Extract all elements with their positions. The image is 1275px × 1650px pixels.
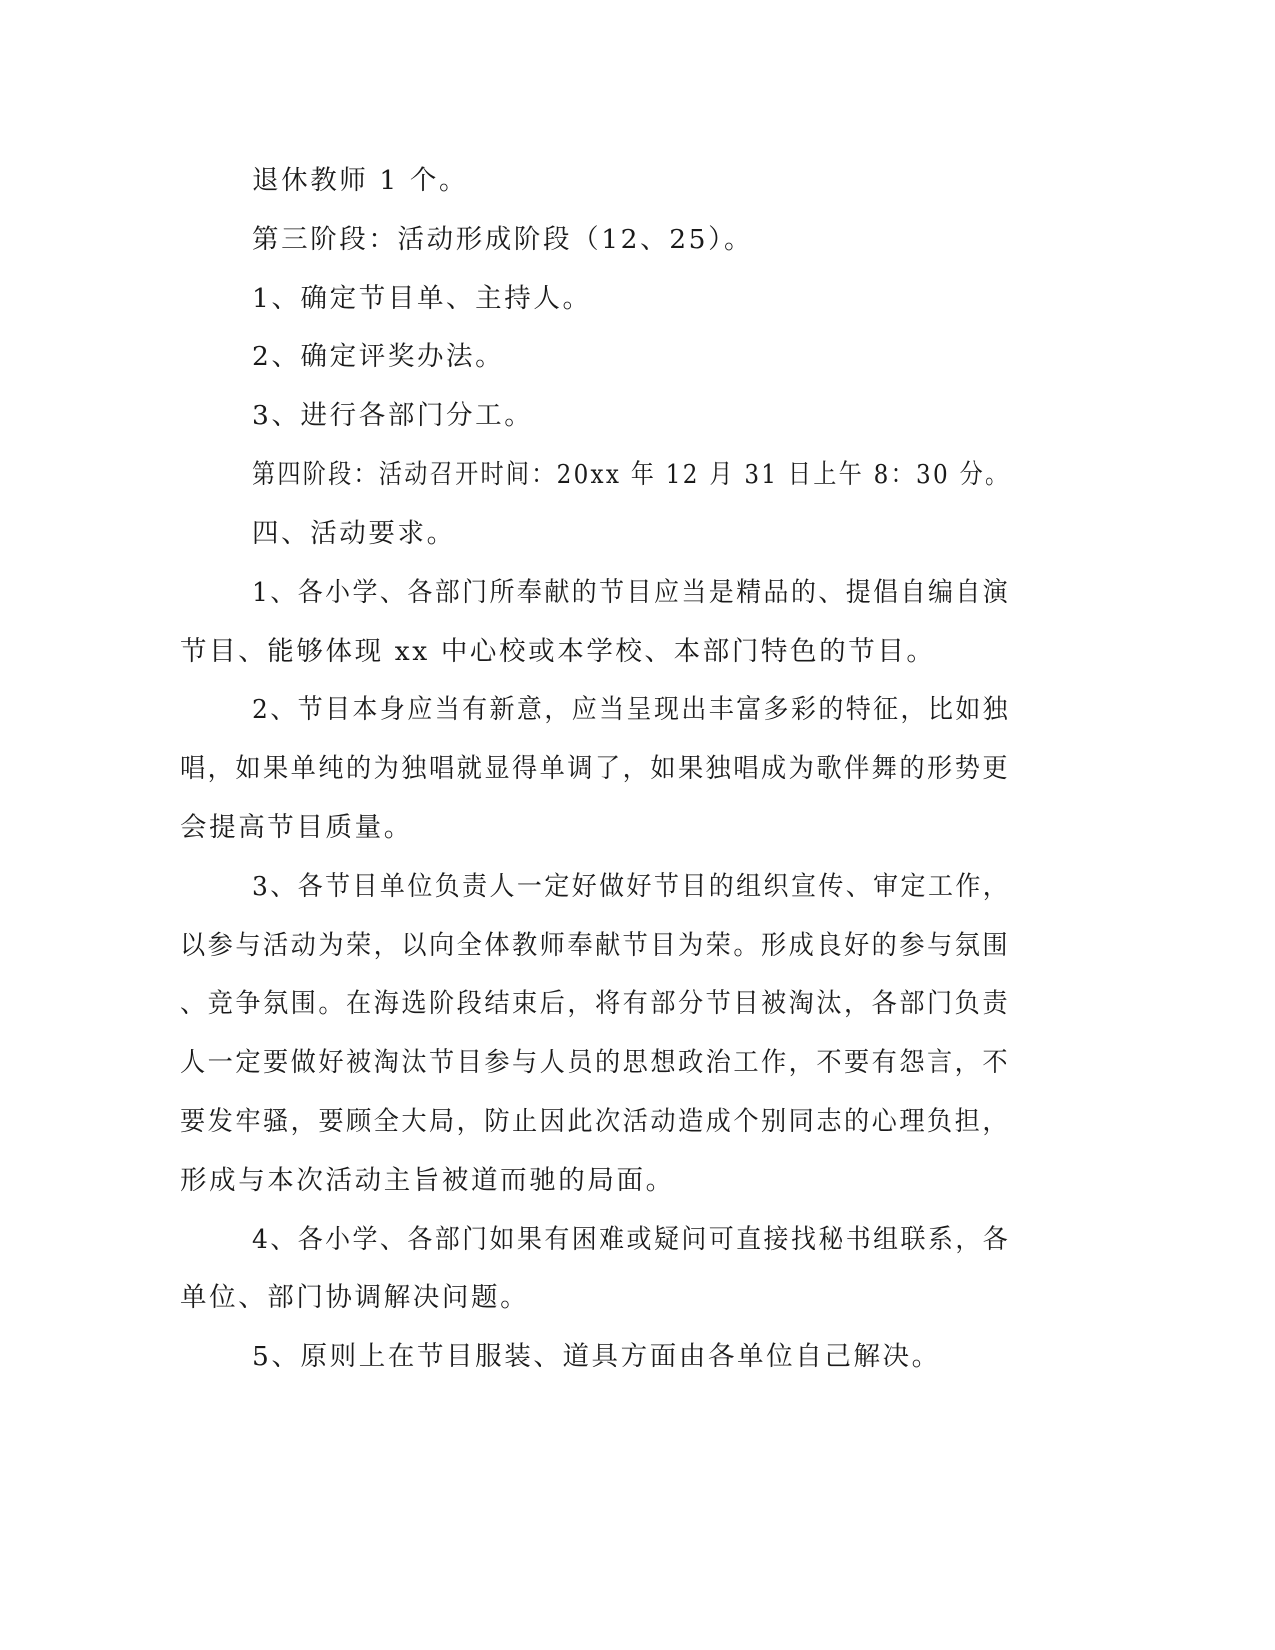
paragraph-line: 节目、能够体现 xx 中心校或本学校、本部门特色的节目。: [180, 636, 936, 667]
text-line: 第三阶段：活动形成阶段（12、25）。: [252, 224, 754, 255]
text-line: 3、进行各部门分工。: [252, 400, 534, 431]
paragraph-line: 形成与本次活动主旨被道而驰的局面。: [180, 1165, 675, 1196]
paragraph-line: 单位、部门协调解决问题。: [180, 1282, 530, 1313]
paragraph-line: 人一定要做好被淘汰节目参与人员的思想政治工作，不要有怨言，不: [180, 1047, 1010, 1078]
text-line: 退休教师 1 个。: [252, 165, 469, 196]
paragraph-line: 唱，如果单纯的为独唱就显得单调了，如果独唱成为歌伴舞的形势更: [180, 753, 1010, 784]
paragraph-line: 3、各节目单位负责人一定好做好节目的组织宣传、审定工作，: [252, 871, 1011, 902]
paragraph-line: 5、原则上在节目服装、道具方面由各单位自己解决。: [252, 1341, 941, 1372]
section-heading: 四、活动要求。: [252, 518, 456, 549]
paragraph-line: 要发牢骚，要顾全大局，防止因此次活动造成个别同志的心理负担，: [180, 1106, 1010, 1137]
paragraph-line: 会提高节目质量。: [180, 812, 413, 843]
paragraph-line: 4、各小学、各部门如果有困难或疑问可直接找秘书组联系，各: [252, 1224, 1011, 1255]
paragraph-line: 、竞争氛围。在海选阶段结束后，将有部分节目被淘汰，各部门负责: [180, 988, 1010, 1019]
paragraph-line: 1、各小学、各部门所奉献的节目应当是精品的、提倡自编自演: [252, 577, 1011, 608]
text-line: 第四阶段：活动召开时间：20xx 年 12 月 31 日上午 8：30 分。: [252, 459, 1011, 490]
paragraph-line: 以参与活动为荣，以向全体教师奉献节目为荣。形成良好的参与氛围: [180, 930, 1010, 961]
text-line: 2、确定评奖办法。: [252, 341, 505, 372]
text-line: 1、确定节目单、主持人。: [252, 283, 592, 314]
paragraph-line: 2、节目本身应当有新意，应当呈现出丰富多彩的特征，比如独: [252, 694, 1011, 725]
